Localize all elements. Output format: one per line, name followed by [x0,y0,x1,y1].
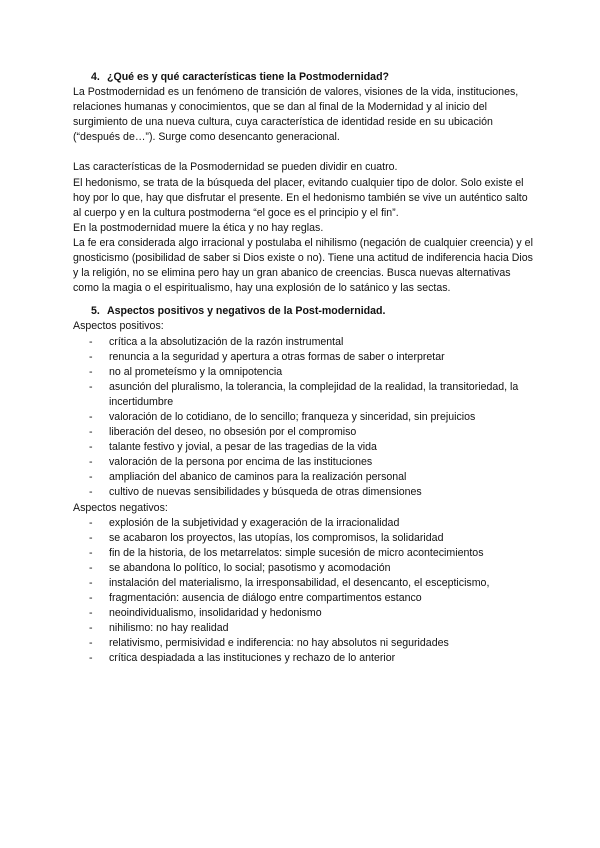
list-item: - se acabaron los proyectos, las utopías, los compromisos, la solidaridad [73,531,533,546]
section-4-heading [91,70,533,85]
section-5-number: 5. [91,305,100,318]
section-4-number: 4. [91,71,100,83]
section-4-paragraph-4: La fe era considerada algo irracional y postulaba el nihilismo (negación de cualquier creencia) y el gnosticismo (posibilidad de saber si Dios existe o no). Tiene una actitud de indiferencia hacia Dios y la religión, no se elimina pero hay un gran abanico de creencias. Busca nuevas alternativas como la magia o el espiritualismo, hay una explosión de lo satánico y las sectas. [73,236,533,295]
list-item: - cultivo de nuevas sensibilidades y búsqueda de otras dimensiones [73,485,533,500]
document-page [73,70,533,667]
list-item: - instalación del materialismo, la irresponsabilidad, el desencanto, el escepticismo, [73,576,533,591]
list-item: - nihilismo: no hay realidad [73,621,533,636]
list-item: - crítica a la absolutización de la razón instrumental [73,335,533,350]
negatives-label: Aspectos negativos: [73,501,168,514]
positives-list [73,335,533,501]
list-item: - fin de la historia, de los metarrelatos: simple sucesión de micro acontecimientos [73,546,533,561]
list-item: - neoindividualismo, insolidaridad y hedonismo [73,606,533,621]
list-item: - fragmentación: ausencia de diálogo entre compartimentos estanco [73,591,533,606]
list-item: - ampliación del abanico de caminos para la realización personal [73,470,533,485]
list-item: - explosión de la subjetividad y exageración de la irracionalidad [73,516,533,531]
section-5-title: Aspectos positivos y negativos de la Post-modernidad. [107,305,386,318]
section-4-intro: La Postmodernidad es un fenómeno de transición de valores, visiones de la vida, instituciones, relaciones humanas y conocimientos, que se dan al final de la Modernidad y al inicio del surgimiento de una nueva cultura, cuya característica de identidad reside en su ubicación (“después de…”). Surge como desencanto generacional. [73,86,519,144]
positives-label: Aspectos positivos: [73,320,164,333]
list-item: - valoración de la persona por encima de las instituciones [73,455,533,470]
section-4-paragraph-3: En la postmodernidad muere la ética y no hay reglas. [73,221,324,234]
section-5-heading [91,304,533,319]
list-item: - renuncia a la seguridad y apertura a otras formas de saber o interpretar [73,350,533,365]
section-4-title: ¿Qué es y qué características tiene la Postmodernidad? [107,71,390,83]
list-item: - no al prometeísmo y la omnipotencia [73,365,533,380]
negatives-list [73,516,533,667]
list-item: - liberación del deseo, no obsesión por el compromiso [73,425,533,440]
section-4-paragraph-1: Las características de la Posmodernidad se pueden dividir en cuatro. [73,161,398,174]
section-4-paragraph-2: El hedonismo, se trata de la búsqueda del placer, evitando cualquier tipo de dolor. Solo existe el hoy por lo que, hay que disfrutar el presente. En el hedonismo también se vive un auténtico salto al cuerpo y en la cultura postmoderna “el goce es el principio y el fin”. [73,176,528,219]
list-item: - crítica despiadada a las instituciones y rechazo de lo anterior [73,651,533,666]
list-item: - talante festivo y jovial, a pesar de las tragedias de la vida [73,440,533,455]
list-item: - valoración de lo cotidiano, de lo sencillo; franqueza y sinceridad, sin prejuicios [73,410,533,425]
list-item: - asunción del pluralismo, la tolerancia, la complejidad de la realidad, la transitoriedad, la incertidumbre [73,380,533,410]
list-item: - se abandona lo político, lo social; pasotismo y acomodación [73,561,533,576]
list-item: - relativismo, permisividad e indiferencia: no hay absolutos ni seguridades [73,636,533,651]
